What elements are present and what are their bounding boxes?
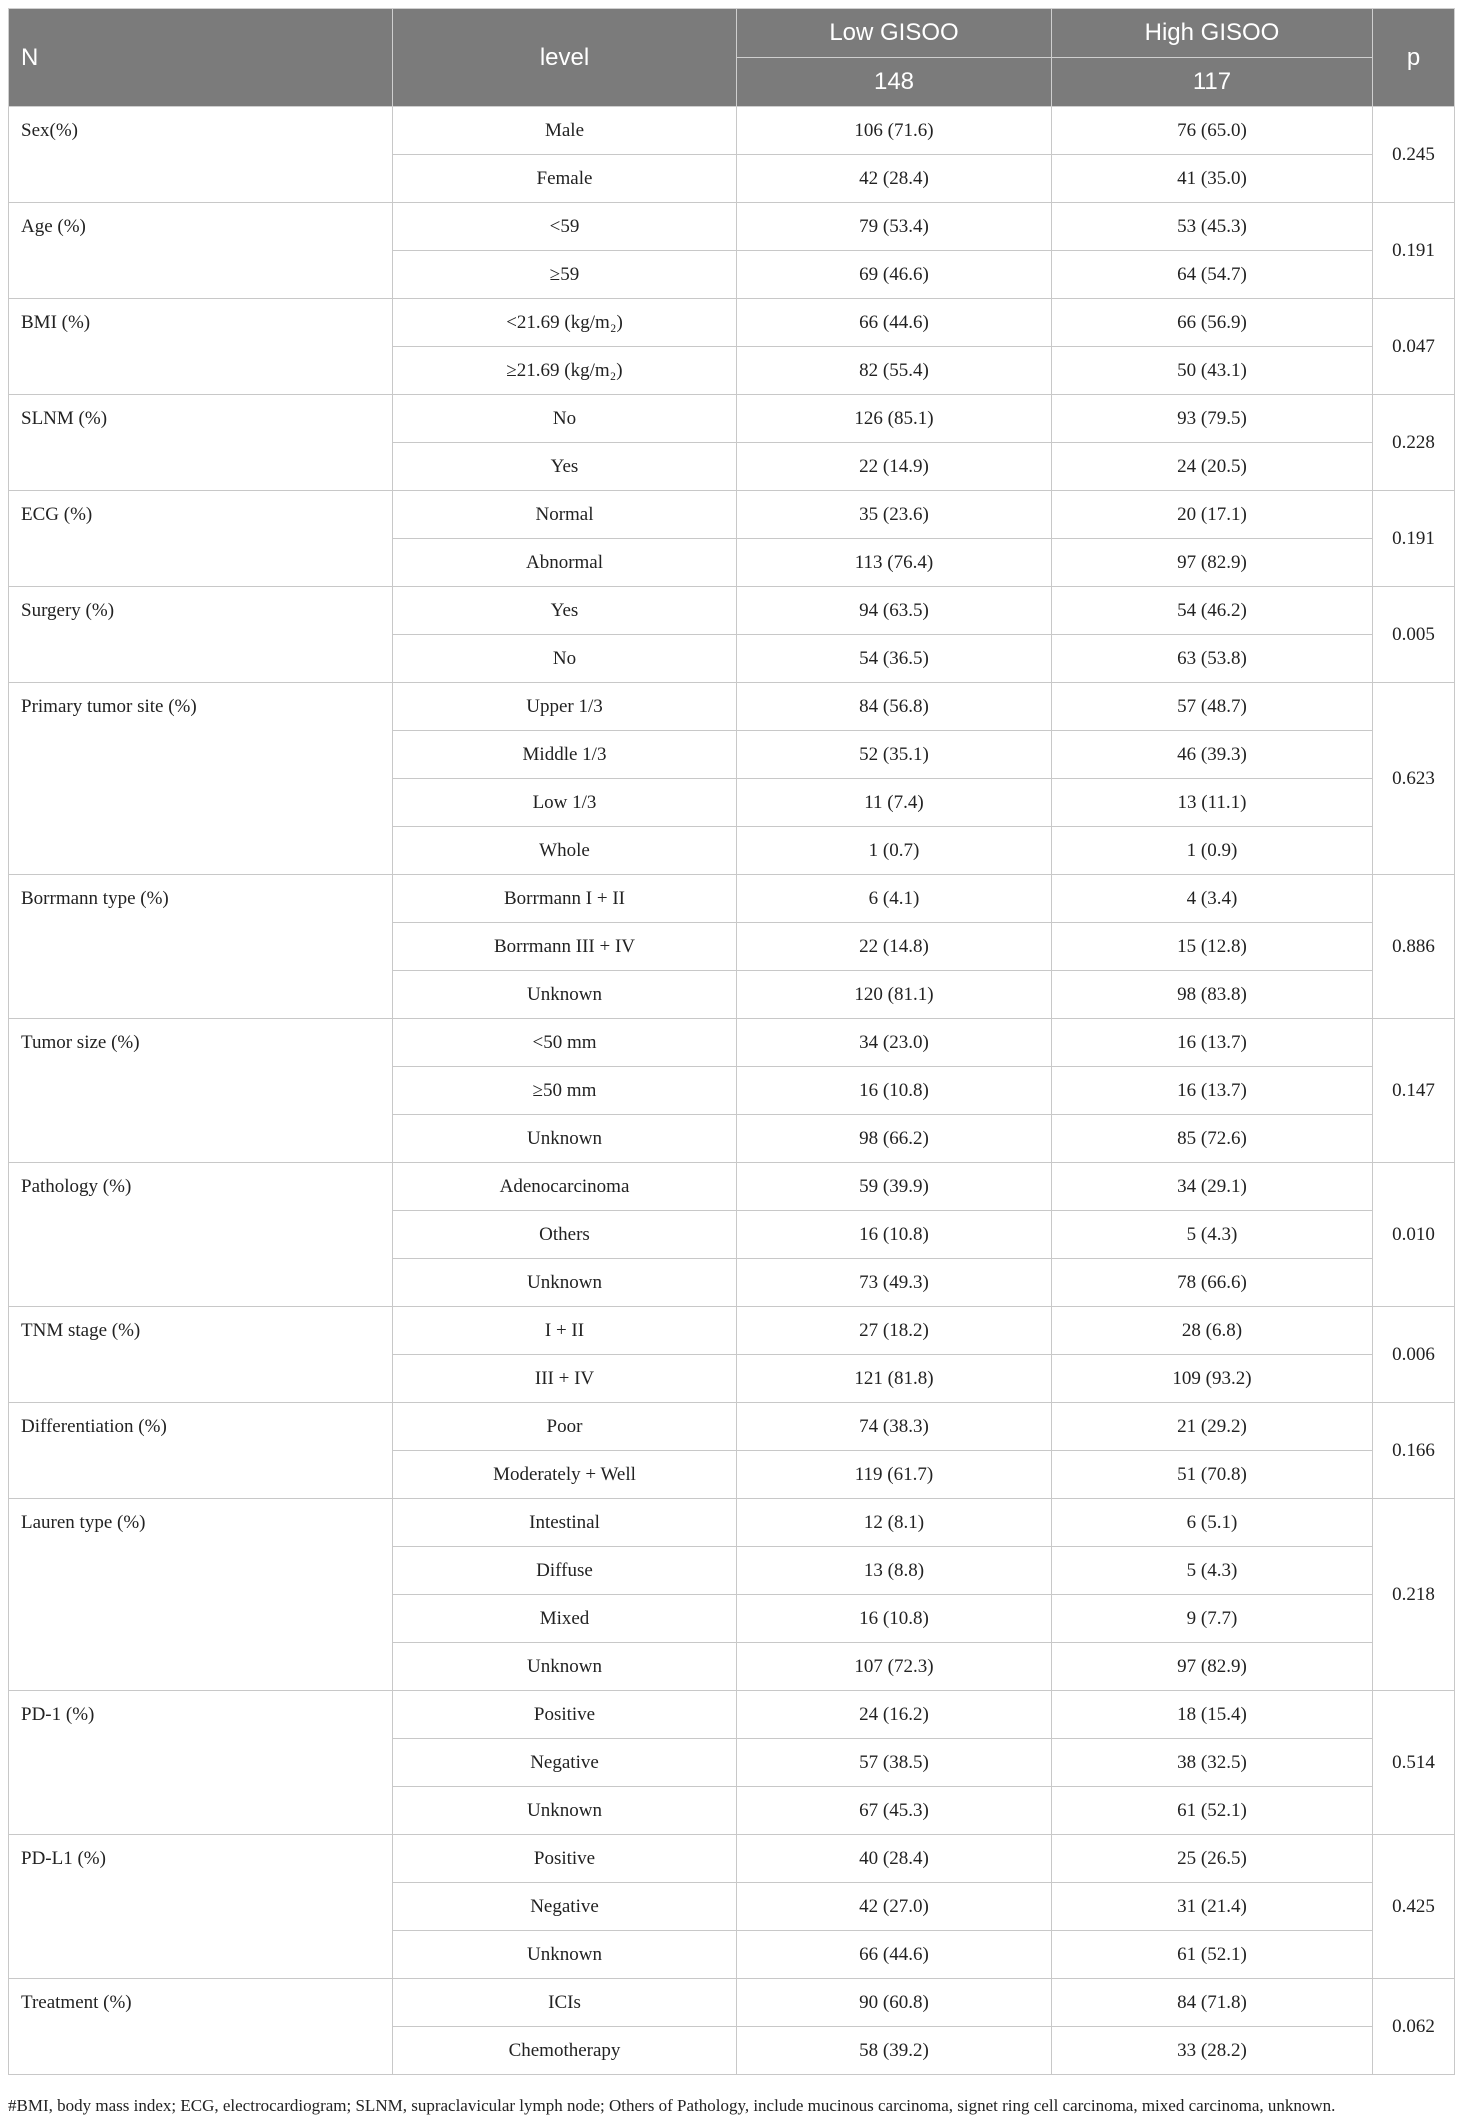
level-cell: Unknown (393, 1259, 737, 1307)
variable-name-cell: Age (%) (9, 203, 393, 299)
low-gisoo-cell: 73 (49.3) (737, 1259, 1052, 1307)
table-body (9, 107, 1455, 2075)
high-gisoo-cell: 13 (11.1) (1052, 779, 1373, 827)
low-gisoo-cell: 22 (14.9) (737, 443, 1052, 491)
high-gisoo-cell: 46 (39.3) (1052, 731, 1373, 779)
high-gisoo-cell: 34 (29.1) (1052, 1163, 1373, 1211)
p-value-cell: 0.006 (1373, 1307, 1455, 1403)
low-gisoo-cell: 24 (16.2) (737, 1691, 1052, 1739)
level-cell: Borrmann I + II (393, 875, 737, 923)
p-value-cell: 0.062 (1373, 1979, 1455, 2075)
low-gisoo-cell: 107 (72.3) (737, 1643, 1052, 1691)
level-cell: Unknown (393, 971, 737, 1019)
low-gisoo-cell: 79 (53.4) (737, 203, 1052, 251)
variable-name-cell: Sex(%) (9, 107, 393, 203)
low-gisoo-cell: 98 (66.2) (737, 1115, 1052, 1163)
level-cell: Unknown (393, 1931, 737, 1979)
low-gisoo-cell: 42 (28.4) (737, 155, 1052, 203)
low-gisoo-cell: 94 (63.5) (737, 587, 1052, 635)
low-gisoo-cell: 42 (27.0) (737, 1883, 1052, 1931)
high-gisoo-cell: 57 (48.7) (1052, 683, 1373, 731)
level-cell: <21.69 (kg/m₂) (393, 299, 737, 347)
level-cell: Mixed (393, 1595, 737, 1643)
low-gisoo-cell: 67 (45.3) (737, 1787, 1052, 1835)
p-value-cell: 0.886 (1373, 875, 1455, 1019)
level-cell: Others (393, 1211, 737, 1259)
high-gisoo-cell: 53 (45.3) (1052, 203, 1373, 251)
variable-name-cell: BMI (%) (9, 299, 393, 395)
high-gisoo-cell: 54 (46.2) (1052, 587, 1373, 635)
header-low-count: 148 (737, 58, 1052, 107)
high-gisoo-cell: 78 (66.6) (1052, 1259, 1373, 1307)
high-gisoo-cell: 9 (7.7) (1052, 1595, 1373, 1643)
level-cell: I + II (393, 1307, 737, 1355)
high-gisoo-cell: 61 (52.1) (1052, 1931, 1373, 1979)
high-gisoo-cell: 16 (13.7) (1052, 1067, 1373, 1115)
low-gisoo-cell: 34 (23.0) (737, 1019, 1052, 1067)
high-gisoo-cell: 15 (12.8) (1052, 923, 1373, 971)
level-cell: Moderately + Well (393, 1451, 737, 1499)
level-cell: Male (393, 107, 737, 155)
low-gisoo-cell: 120 (81.1) (737, 971, 1052, 1019)
level-cell: III + IV (393, 1355, 737, 1403)
p-value-cell: 0.228 (1373, 395, 1455, 491)
level-cell: Middle 1/3 (393, 731, 737, 779)
variable-name-cell: Lauren type (%) (9, 1499, 393, 1691)
low-gisoo-cell: 84 (56.8) (737, 683, 1052, 731)
table-row (9, 1835, 1455, 1883)
low-gisoo-cell: 22 (14.8) (737, 923, 1052, 971)
low-gisoo-cell: 57 (38.5) (737, 1739, 1052, 1787)
table-row (9, 491, 1455, 539)
level-cell: <59 (393, 203, 737, 251)
characteristics-table (8, 8, 1455, 2075)
p-value-cell: 0.047 (1373, 299, 1455, 395)
high-gisoo-cell: 93 (79.5) (1052, 395, 1373, 443)
low-gisoo-cell: 52 (35.1) (737, 731, 1052, 779)
high-gisoo-cell: 1 (0.9) (1052, 827, 1373, 875)
variable-name-cell: Tumor size (%) (9, 1019, 393, 1163)
level-cell: ≥59 (393, 251, 737, 299)
level-cell: Yes (393, 443, 737, 491)
variable-name-cell: Pathology (%) (9, 1163, 393, 1307)
high-gisoo-cell: 33 (28.2) (1052, 2027, 1373, 2075)
high-gisoo-cell: 97 (82.9) (1052, 1643, 1373, 1691)
level-cell: Upper 1/3 (393, 683, 737, 731)
low-gisoo-cell: 106 (71.6) (737, 107, 1052, 155)
low-gisoo-cell: 40 (28.4) (737, 1835, 1052, 1883)
high-gisoo-cell: 84 (71.8) (1052, 1979, 1373, 2027)
p-value-cell: 0.005 (1373, 587, 1455, 683)
level-cell: Female (393, 155, 737, 203)
high-gisoo-cell: 85 (72.6) (1052, 1115, 1373, 1163)
low-gisoo-cell: 59 (39.9) (737, 1163, 1052, 1211)
high-gisoo-cell: 20 (17.1) (1052, 491, 1373, 539)
low-gisoo-cell: 90 (60.8) (737, 1979, 1052, 2027)
high-gisoo-cell: 51 (70.8) (1052, 1451, 1373, 1499)
low-gisoo-cell: 27 (18.2) (737, 1307, 1052, 1355)
table-footnote: #BMI, body mass index; ECG, electrocardiogram; SLNM, supraclavicular lymph node; Others of Pathology, include mucinous carcinoma, signet ring cell carcinoma, mixed carcinoma, unknown. (8, 2096, 1336, 2115)
level-cell: Positive (393, 1691, 737, 1739)
level-cell: Yes (393, 587, 737, 635)
variable-name-cell: Surgery (%) (9, 587, 393, 683)
table-row (9, 1499, 1455, 1547)
low-gisoo-cell: 66 (44.6) (737, 299, 1052, 347)
variable-name-cell: Differentiation (%) (9, 1403, 393, 1499)
header-low-gisoo: Low GISOO (737, 9, 1052, 58)
high-gisoo-cell: 25 (26.5) (1052, 1835, 1373, 1883)
header-p: p (1373, 9, 1455, 107)
level-cell: ≥21.69 (kg/m₂) (393, 347, 737, 395)
level-cell: Intestinal (393, 1499, 737, 1547)
high-gisoo-cell: 28 (6.8) (1052, 1307, 1373, 1355)
document (8, 8, 1454, 2075)
low-gisoo-cell: 16 (10.8) (737, 1067, 1052, 1115)
high-gisoo-cell: 24 (20.5) (1052, 443, 1373, 491)
high-gisoo-cell: 64 (54.7) (1052, 251, 1373, 299)
level-cell: <50 mm (393, 1019, 737, 1067)
table-row (9, 395, 1455, 443)
low-gisoo-cell: 113 (76.4) (737, 539, 1052, 587)
table-row (9, 875, 1455, 923)
level-cell: Negative (393, 1883, 737, 1931)
table-row (9, 107, 1455, 155)
variable-name-cell: SLNM (%) (9, 395, 393, 491)
variable-name-cell: PD-1 (%) (9, 1691, 393, 1835)
low-gisoo-cell: 16 (10.8) (737, 1595, 1052, 1643)
low-gisoo-cell: 74 (38.3) (737, 1403, 1052, 1451)
high-gisoo-cell: 6 (5.1) (1052, 1499, 1373, 1547)
low-gisoo-cell: 16 (10.8) (737, 1211, 1052, 1259)
header-high-gisoo: High GISOO (1052, 9, 1373, 58)
variable-name-cell: ECG (%) (9, 491, 393, 587)
variable-name-cell: Treatment (%) (9, 1979, 393, 2075)
high-gisoo-cell: 4 (3.4) (1052, 875, 1373, 923)
level-cell: Negative (393, 1739, 737, 1787)
high-gisoo-cell: 5 (4.3) (1052, 1547, 1373, 1595)
level-cell: Abnormal (393, 539, 737, 587)
table-row (9, 1979, 1455, 2027)
table-row (9, 1691, 1455, 1739)
low-gisoo-cell: 66 (44.6) (737, 1931, 1052, 1979)
high-gisoo-cell: 5 (4.3) (1052, 1211, 1373, 1259)
level-cell: Unknown (393, 1115, 737, 1163)
level-cell: ≥50 mm (393, 1067, 737, 1115)
p-value-cell: 0.147 (1373, 1019, 1455, 1163)
high-gisoo-cell: 97 (82.9) (1052, 539, 1373, 587)
level-cell: Normal (393, 491, 737, 539)
variable-name-cell: Primary tumor site (%) (9, 683, 393, 875)
high-gisoo-cell: 41 (35.0) (1052, 155, 1373, 203)
high-gisoo-cell: 109 (93.2) (1052, 1355, 1373, 1403)
high-gisoo-cell: 38 (32.5) (1052, 1739, 1373, 1787)
high-gisoo-cell: 18 (15.4) (1052, 1691, 1373, 1739)
low-gisoo-cell: 69 (46.6) (737, 251, 1052, 299)
table-row (9, 1403, 1455, 1451)
low-gisoo-cell: 1 (0.7) (737, 827, 1052, 875)
high-gisoo-cell: 31 (21.4) (1052, 1883, 1373, 1931)
p-value-cell: 0.191 (1373, 203, 1455, 299)
table-row (9, 587, 1455, 635)
variable-name-cell: TNM stage (%) (9, 1307, 393, 1403)
header-n: N (9, 9, 393, 107)
level-cell: No (393, 635, 737, 683)
table-header (9, 9, 1455, 107)
level-cell: Whole (393, 827, 737, 875)
low-gisoo-cell: 121 (81.8) (737, 1355, 1052, 1403)
p-value-cell: 0.010 (1373, 1163, 1455, 1307)
low-gisoo-cell: 54 (36.5) (737, 635, 1052, 683)
level-cell: ICIs (393, 1979, 737, 2027)
p-value-cell: 0.191 (1373, 491, 1455, 587)
high-gisoo-cell: 76 (65.0) (1052, 107, 1373, 155)
high-gisoo-cell: 61 (52.1) (1052, 1787, 1373, 1835)
high-gisoo-cell: 16 (13.7) (1052, 1019, 1373, 1067)
level-cell: Adenocarcinoma (393, 1163, 737, 1211)
header-high-count: 117 (1052, 58, 1373, 107)
p-value-cell: 0.623 (1373, 683, 1455, 875)
level-cell: Diffuse (393, 1547, 737, 1595)
low-gisoo-cell: 11 (7.4) (737, 779, 1052, 827)
low-gisoo-cell: 13 (8.8) (737, 1547, 1052, 1595)
high-gisoo-cell: 50 (43.1) (1052, 347, 1373, 395)
level-cell: Unknown (393, 1787, 737, 1835)
table-row (9, 1019, 1455, 1067)
p-value-cell: 0.166 (1373, 1403, 1455, 1499)
low-gisoo-cell: 6 (4.1) (737, 875, 1052, 923)
low-gisoo-cell: 58 (39.2) (737, 2027, 1052, 2075)
table-row (9, 203, 1455, 251)
p-value-cell: 0.218 (1373, 1499, 1455, 1691)
header-level: level (393, 9, 737, 107)
level-cell: Positive (393, 1835, 737, 1883)
p-value-cell: 0.245 (1373, 107, 1455, 203)
table-row (9, 1307, 1455, 1355)
low-gisoo-cell: 119 (61.7) (737, 1451, 1052, 1499)
level-cell: No (393, 395, 737, 443)
low-gisoo-cell: 126 (85.1) (737, 395, 1052, 443)
low-gisoo-cell: 35 (23.6) (737, 491, 1052, 539)
level-cell: Chemotherapy (393, 2027, 737, 2075)
high-gisoo-cell: 66 (56.9) (1052, 299, 1373, 347)
level-cell: Borrmann III + IV (393, 923, 737, 971)
level-cell: Low 1/3 (393, 779, 737, 827)
p-value-cell: 0.425 (1373, 1835, 1455, 1979)
low-gisoo-cell: 82 (55.4) (737, 347, 1052, 395)
p-value-cell: 0.514 (1373, 1691, 1455, 1835)
high-gisoo-cell: 21 (29.2) (1052, 1403, 1373, 1451)
high-gisoo-cell: 63 (53.8) (1052, 635, 1373, 683)
level-cell: Unknown (393, 1643, 737, 1691)
variable-name-cell: PD-L1 (%) (9, 1835, 393, 1979)
variable-name-cell: Borrmann type (%) (9, 875, 393, 1019)
table-row (9, 1163, 1455, 1211)
table-row (9, 299, 1455, 347)
low-gisoo-cell: 12 (8.1) (737, 1499, 1052, 1547)
level-cell: Poor (393, 1403, 737, 1451)
high-gisoo-cell: 98 (83.8) (1052, 971, 1373, 1019)
table-row (9, 683, 1455, 731)
